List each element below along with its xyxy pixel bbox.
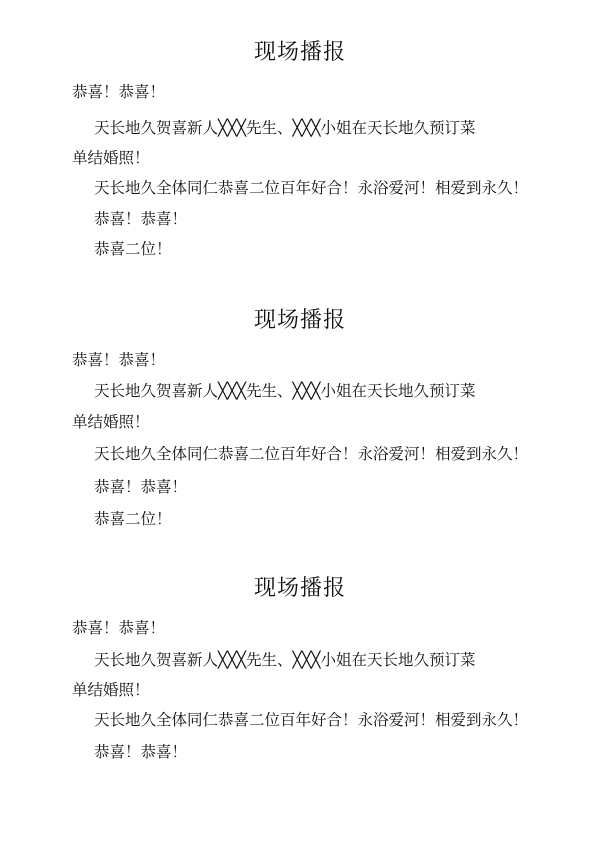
body-line: 恭喜！恭喜！ xyxy=(94,478,188,496)
section-title: 现场播报 xyxy=(253,40,346,65)
body-line: 恭喜二位！ xyxy=(94,510,172,528)
body-line: 天长地久全体同仁恭喜二位百年好合！永浴爱河！相爱到永久！ xyxy=(94,179,529,197)
body-line: 天长地久全体同仁恭喜二位百年好合！永浴爱河！相爱到永久！ xyxy=(94,445,529,463)
body-line: 单结婚照！ xyxy=(72,681,150,699)
greeting-line: 恭喜！恭喜！ xyxy=(72,619,166,637)
body-line: 单结婚照！ xyxy=(72,413,150,431)
body-line: 恭喜！恭喜！ xyxy=(94,210,188,228)
body-line: 恭喜！恭喜！ xyxy=(94,743,188,761)
body-line: 天长地久全体同仁恭喜二位百年好合！永浴爱河！相爱到永久！ xyxy=(94,711,529,729)
body-line: 恭喜二位！ xyxy=(94,240,172,258)
body-line: 天长地久贺喜新人╳╳╳先生、╳╳╳小姐在天长地久预订菜 xyxy=(94,119,476,137)
greeting-line: 恭喜！恭喜！ xyxy=(72,351,166,369)
section-title: 现场播报 xyxy=(253,576,346,601)
greeting-line: 恭喜！恭喜！ xyxy=(72,83,166,101)
body-line: 单结婚照！ xyxy=(72,149,150,167)
section-title: 现场播报 xyxy=(253,308,346,333)
body-line: 天长地久贺喜新人╳╳╳先生、╳╳╳小姐在天长地久预订菜 xyxy=(94,382,476,400)
body-line: 天长地久贺喜新人╳╳╳先生、╳╳╳小姐在天长地久预订菜 xyxy=(94,651,476,669)
